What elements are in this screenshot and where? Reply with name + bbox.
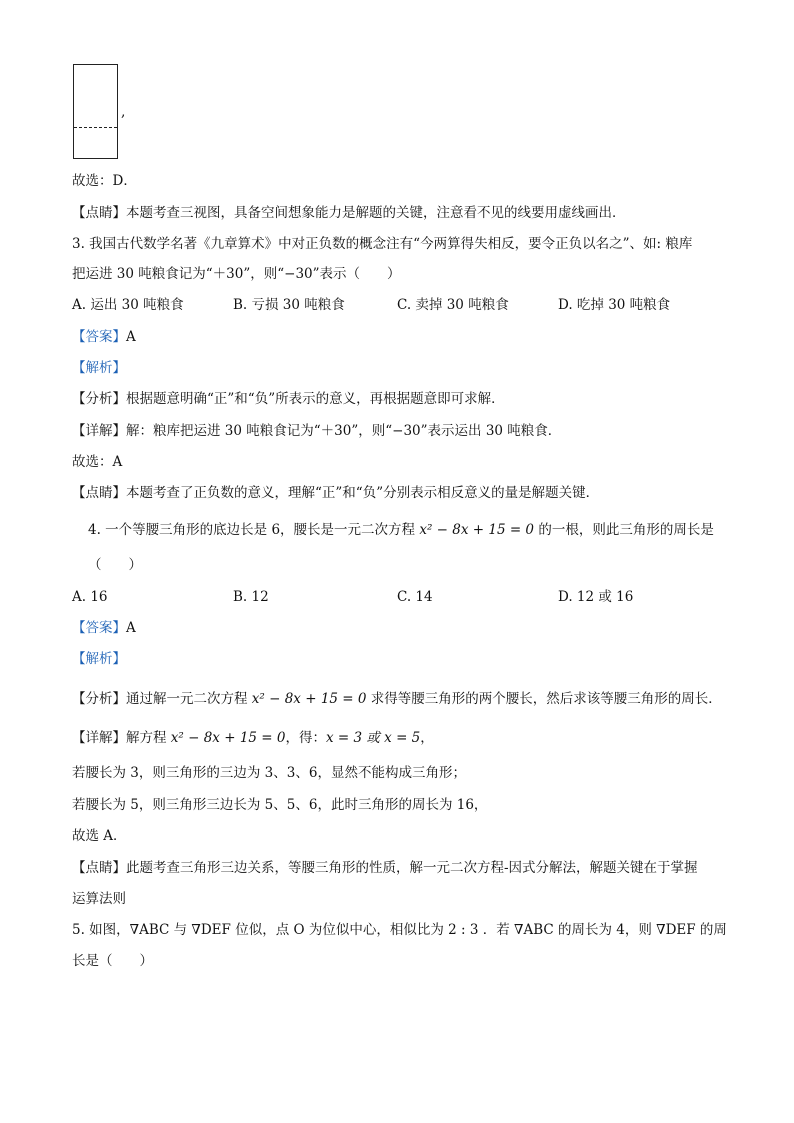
q4-choose: 故选 A．	[72, 828, 127, 844]
q4-fenxi	[72, 689, 722, 709]
q2-choose: 故选：D．	[72, 173, 137, 189]
q3-xiangjie	[72, 421, 561, 441]
fenxi-text: 根据题意明确“正”和“负”所表示的意义，再根据题意即可求解．	[126, 391, 505, 407]
q3-option-d: D. 吃掉 30 吨粮食	[558, 297, 671, 313]
q3-option-b: B. 亏损 30 吨粮食	[233, 297, 345, 313]
dianjing-tag: 【点睛】	[72, 485, 126, 501]
three-view-figure	[73, 64, 118, 159]
q4-stem-text: 4. 一个等腰三角形的底边长是 6，腰长是一元二次方程	[88, 522, 420, 538]
dianjing-tag: 【点睛】	[72, 860, 126, 876]
q4-stem-text-end: 的一根，则此三角形的周长是	[534, 522, 714, 538]
xiangjie-text-mid: ，得：	[285, 730, 326, 746]
q4-case1: 若腰长为 3，则三角形的三边为 3、3、6，显然不能构成三角形；	[72, 765, 466, 781]
q2-dianjing	[72, 203, 626, 223]
xiangjie-tag: 【详解】	[72, 423, 126, 439]
q4-case2: 若腰长为 5，则三角形三边长为 5、5、6，此时三角形的周长为 16，	[72, 797, 488, 813]
q3-stem-line2: 把运进 30 吨粮食记为“＋30”，则“−30”表示（ ）	[72, 266, 401, 282]
xiangjie-text: 解方程	[126, 730, 171, 746]
fenxi-equation: x² − 8x + 15 = 0	[251, 691, 367, 707]
q4-option-b: B. 12	[233, 589, 269, 605]
answer-tag: 【答案】	[72, 329, 126, 345]
q4-option-d: D. 12 或 16	[558, 589, 634, 605]
dianjing-text: 本题考查了正负数的意义，理解“正”和“负”分别表示相反意义的量是解题关键．	[126, 485, 600, 501]
dianjing-text: 此题考查三角形三边关系，等腰三角形的性质，解一元二次方程-因式分解法，解题关键在于掌握	[126, 860, 698, 876]
q5-stem-line1: 5. 如图，∇ABC 与 ∇DEF 位似，点 O 为位似中心，相似比为 2 : 3 ．若 ∇ABC 的周长为 4，则 ∇DEF 的周	[72, 922, 727, 938]
xiangjie-text-end: ，	[420, 730, 434, 746]
dianjing-text: 本题考查三视图，具备空间想象能力是解题的关键，注意看不见的线要用虚线画出．	[126, 205, 626, 221]
q3-choose: 故选：A	[72, 454, 123, 470]
xiangjie-text: 解：粮库把运进 30 吨粮食记为“＋30”，则“−30”表示运出 30 吨粮食．	[126, 423, 562, 439]
figure-punct: ,	[121, 104, 126, 120]
xiangjie-tag: 【详解】	[72, 730, 126, 746]
q4-option-c: C. 14	[397, 589, 433, 605]
xiangjie-solution: x = 3 或 x = 5	[325, 730, 421, 746]
q3-option-c: C. 卖掉 30 吨粮食	[397, 297, 509, 313]
q3-analysis-tag: 【解析】	[72, 360, 126, 376]
answer-value: A	[126, 620, 136, 636]
hidden-line-dashed	[74, 127, 117, 128]
fenxi-tag: 【分析】	[72, 391, 126, 407]
xiangjie-equation: x² − 8x + 15 = 0	[170, 730, 286, 746]
q4-equation: x² − 8x + 15 = 0	[419, 522, 535, 538]
q4-stem-line1	[88, 520, 714, 540]
q3-dianjing	[72, 483, 599, 503]
q4-dianjing-line1	[72, 858, 698, 878]
q5-stem-line2: 长是（ ）	[72, 953, 153, 969]
q3-stem-line1: 3. 我国古代数学名著《九章算术》中对正负数的概念注有“今两算得失相反，要令正负以名之”、如: 粮库	[72, 236, 693, 252]
q4-option-a: A. 16	[72, 589, 108, 605]
fenxi-tag: 【分析】	[72, 691, 126, 707]
dianjing-tag: 【点睛】	[72, 205, 126, 221]
answer-tag: 【答案】	[72, 620, 126, 636]
q3-answer	[72, 327, 136, 347]
fenxi-text-end: 求得等腰三角形的两个腰长，然后求该等腰三角形的周长．	[366, 691, 722, 707]
q4-answer	[72, 618, 136, 638]
q4-xiangjie	[72, 728, 434, 748]
q4-analysis-tag: 【解析】	[72, 651, 126, 667]
q3-fenxi	[72, 389, 505, 409]
answer-value: A	[126, 329, 136, 345]
q3-option-a: A. 运出 30 吨粮食	[72, 297, 184, 313]
fenxi-text: 通过解一元二次方程	[126, 691, 252, 707]
q4-stem-line2: （ ）	[88, 557, 142, 573]
q4-dianjing-line2: 运算法则	[72, 891, 126, 907]
